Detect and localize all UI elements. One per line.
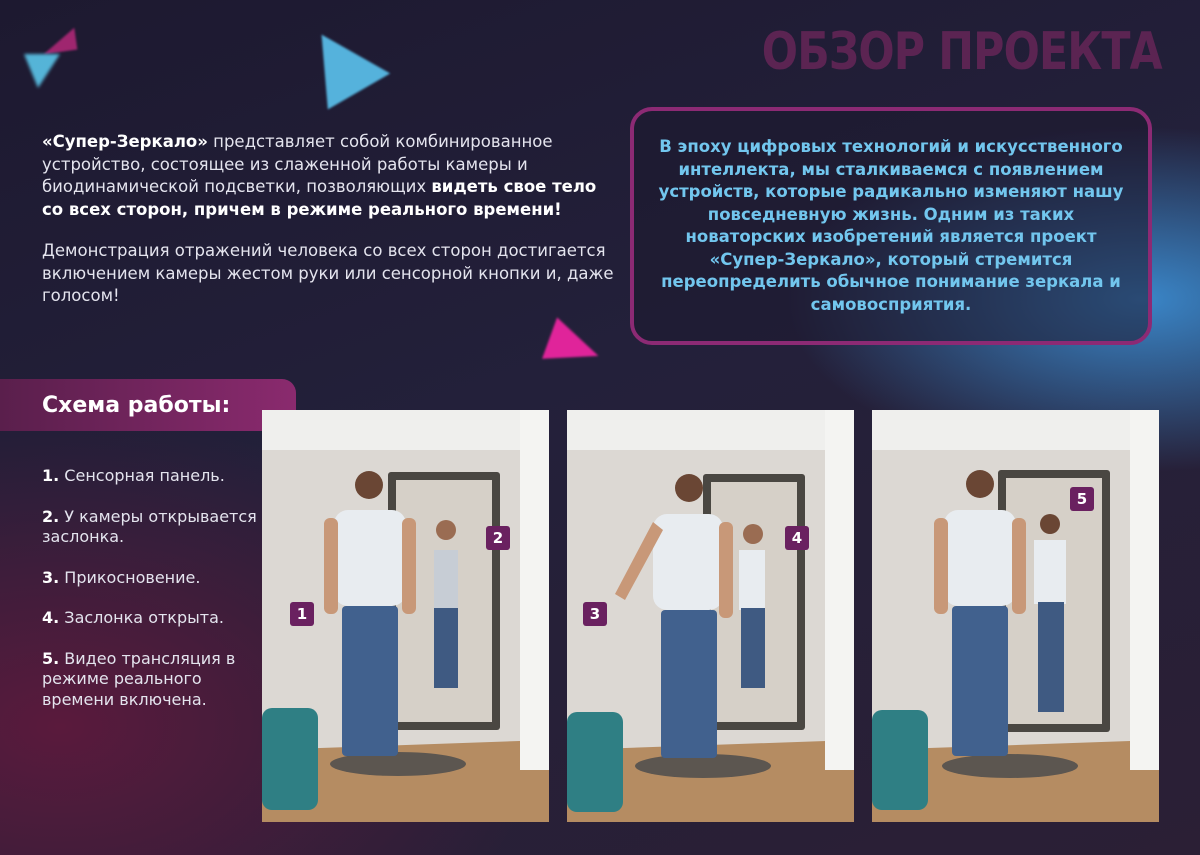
step-badge-2: 2 <box>486 526 510 550</box>
intro-text-body: представляет собой комбинированное устройство, состоящее из слаженной работы камеры и биодинамической подсветки, позволяющих <box>42 132 553 196</box>
scheme-photo-2 <box>567 410 854 822</box>
decor-triangle-cyan-small <box>24 54 60 88</box>
brand-name: «Супер-Зеркало» <box>42 132 208 151</box>
steps-list <box>42 466 257 730</box>
scheme-photo-3 <box>872 410 1159 822</box>
scheme-header <box>0 379 296 431</box>
step-item <box>42 568 257 589</box>
step-text: Видео трансляция в режиме реального времени включена. <box>42 648 236 709</box>
step-number: 1. <box>42 466 60 485</box>
page-title: ОБЗОР ПРОЕКТА <box>762 22 1162 82</box>
intro-highlight: видеть свое тело со всех сторон, причем в режиме реального времени! <box>42 177 597 219</box>
intro-paragraph-2: Демонстрация отражений человека со всех сторон достигается включением камеры жестом руки или сенсорной кнопки и, даже голосом! <box>42 241 614 305</box>
step-item <box>42 608 257 629</box>
step-number: 4. <box>42 608 60 627</box>
step-text: Прикосновение. <box>59 567 201 587</box>
step-item <box>42 649 257 711</box>
step-text: Сенсорная панель. <box>59 466 225 485</box>
step-text: Заслонка открыта. <box>59 608 224 627</box>
intro-text <box>42 131 617 327</box>
step-badge-5: 5 <box>1070 487 1094 511</box>
step-number: 5. <box>42 648 60 668</box>
room-illustration <box>872 410 1159 822</box>
intro-paragraph-1 <box>42 131 617 221</box>
step-item <box>42 466 257 487</box>
step-number: 2. <box>42 506 60 526</box>
decor-triangle-pink <box>41 28 78 55</box>
step-badge-4: 4 <box>785 526 809 550</box>
step-badge-1: 1 <box>290 602 314 626</box>
step-badge-3: 3 <box>583 602 607 626</box>
quote-text: В эпоху цифровых технологий и искусственного интеллекта, мы сталкиваемся с появлением устройств, которые радикально изменяют нашу повседневную жизнь. Одним из таких новаторских изобретений является проект «Супер-Зеркало», который стремится переопределить обычное понимание зеркала и самовосприятия. <box>658 137 1124 314</box>
step-text: У камеры открывается заслонка. <box>42 506 257 546</box>
step-number: 3. <box>42 567 60 587</box>
scheme-title: Схема работы: <box>42 392 231 418</box>
step-item <box>42 507 257 548</box>
scheme-photo-1 <box>262 410 549 822</box>
room-illustration <box>567 410 854 822</box>
quote-box <box>630 107 1152 345</box>
decor-triangle-cyan <box>294 15 390 110</box>
